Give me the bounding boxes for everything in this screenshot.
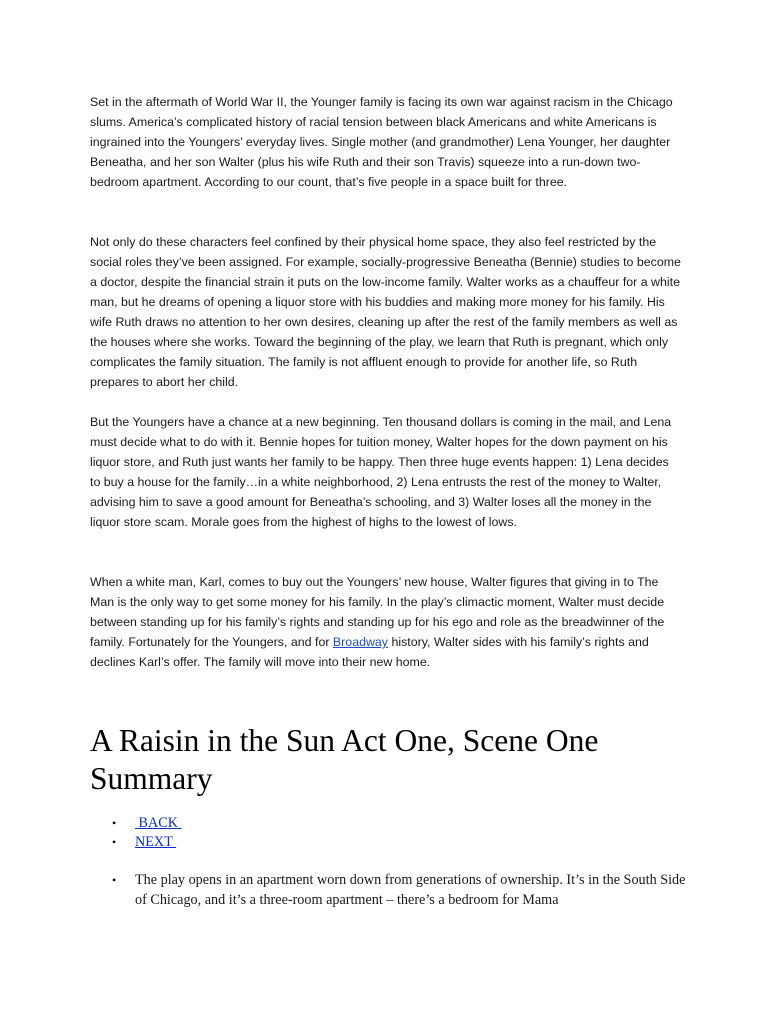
section-heading: A Raisin in the Sun Act One, Scene One Summary — [90, 723, 599, 796]
next-link[interactable]: NEXT — [135, 834, 177, 850]
nav-item-back — [90, 814, 182, 833]
navigation-list — [90, 814, 182, 852]
summary-item — [90, 870, 690, 910]
broadway-link[interactable]: Broadway — [332, 635, 389, 649]
summary-list — [90, 870, 690, 910]
paragraph-climax-text-end: history, Walter sides with his family’s rights and declines Karl’s offer. The family will move into their new home. — [90, 635, 649, 669]
bullet-icon: • — [112, 873, 117, 887]
back-link[interactable]: BACK — [135, 815, 182, 831]
paragraph-climax — [90, 572, 682, 672]
paragraph-intro: Set in the aftermath of World War II, the Younger family is facing its own war against racism in the Chicago slums. America’s complicated history of racial tension between black Americans and white Americans is ingrained into the Youngers’ everyday lives. Single mother (and grandmother) Lena Younger, her daughter Beneatha, and her son Walter (plus his wife Ruth and their son Travis) squeeze into a run-down two-bedroom apartment. According to our count, that’s five people in a space built for three. — [90, 95, 673, 189]
nav-item-next — [90, 833, 182, 852]
summary-item-text: The play opens in an apartment worn down from generations of ownership. It’s in the South Side of Chicago, and it’s a three-room apartment – there’s a bedroom for Mama — [135, 872, 686, 908]
bullet-icon: • — [112, 816, 117, 830]
paragraph-new-beginning: But the Youngers have a chance at a new beginning. Ten thousand dollars is coming in the mail, and Lena must decide what to do with it. Bennie hopes for tuition money, Walter hopes for the down payment on his liquor store, and Ruth just wants her family to be happy. Then three huge events happen: 1) Lena decides to buy a house for the family…in a white neighborhood, 2) Lena entrusts the rest of the money to Walter, advising him to save a good amount for Beneatha’s schooling, and 3) Walter loses all the money in the liquor store scam. Morale goes from the highest of highs to the lowest of lows. — [90, 415, 672, 529]
paragraph-characters: Not only do these characters feel confined by their physical home space, they also feel restricted by the social roles they’ve been assigned. For example, socially-progressive Beneatha (Bennie) studies to become a doctor, despite the financial strain it puts on the low-income family. Walter works as a chauffeur for a white man, but he dreams of opening a liquor store with his buddies and making more money for his family. His wife Ruth draws no attention to her own desires, cleaning up after the rest of the family members as well as the houses where she works. Toward the beginning of the play, we learn that Ruth is pregnant, which only complicates the family situation. The family is not affluent enough to provide for another life, so Ruth prepares to abort her child. — [90, 235, 681, 389]
bullet-icon: • — [112, 835, 117, 849]
paragraph-climax-text-start: When a white man, Karl, comes to buy out the Youngers’ new house, Walter figures that giving in to The Man is the only way to get some money for his family. In the play’s climactic moment, Walter must decide between standing up for his family’s rights and standing up for his ego and role as the breadwinner of the family. Fortunately for the Youngers, and for — [90, 575, 665, 649]
